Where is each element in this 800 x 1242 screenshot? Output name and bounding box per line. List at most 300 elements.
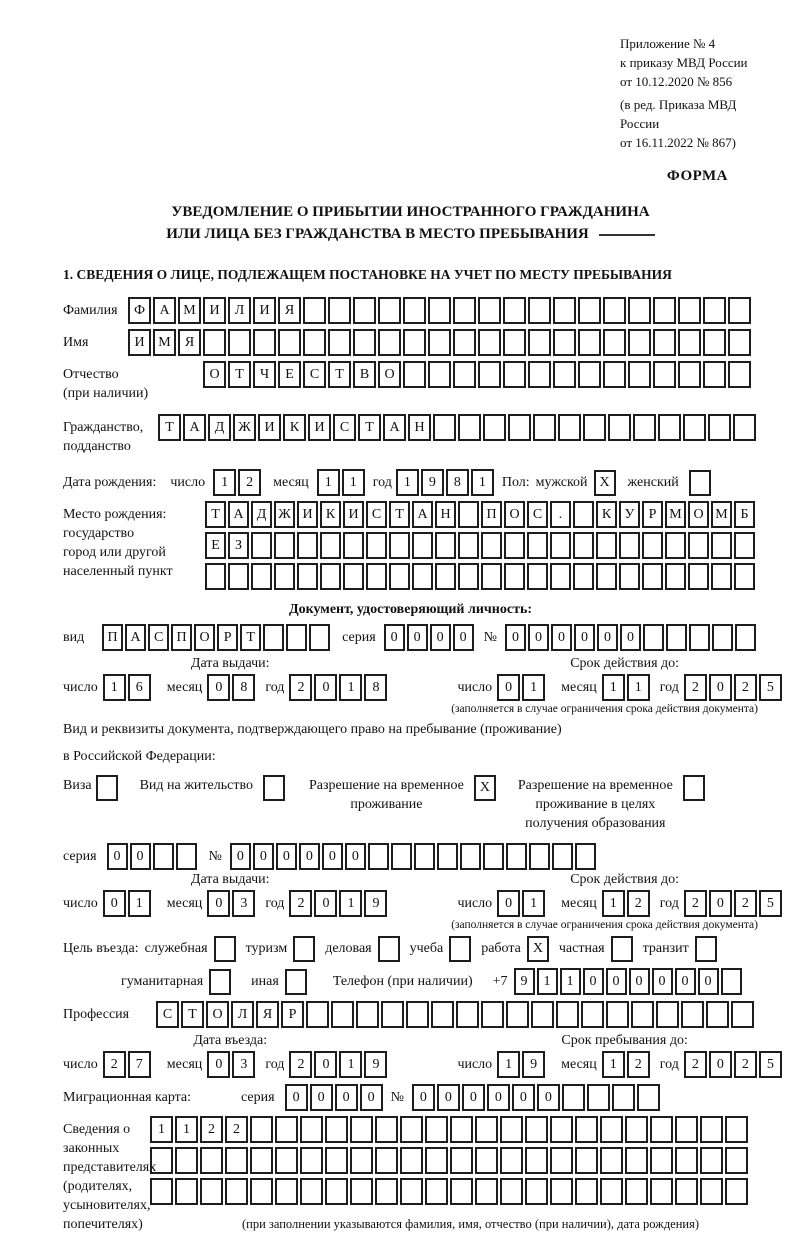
cell[interactable]: 1 <box>471 469 494 496</box>
cell[interactable]: 1 <box>602 1051 625 1078</box>
cell[interactable]: И <box>258 414 281 441</box>
cell[interactable]: 0 <box>130 843 151 870</box>
purpose-business-checkbox[interactable] <box>378 936 400 962</box>
valid-year-cells[interactable] <box>684 674 784 701</box>
cell[interactable]: Т <box>228 361 251 388</box>
cell[interactable] <box>175 1178 198 1205</box>
cell[interactable] <box>350 1116 373 1143</box>
cell[interactable] <box>575 1116 598 1143</box>
sex-male-checkbox[interactable]: X <box>594 470 616 496</box>
phone-cells[interactable] <box>514 968 744 995</box>
cell[interactable] <box>721 968 742 995</box>
cell[interactable] <box>650 1147 673 1174</box>
cell[interactable]: Я <box>278 297 301 324</box>
cell[interactable] <box>356 1001 379 1028</box>
cell[interactable]: С <box>148 624 169 651</box>
cell[interactable] <box>550 563 571 590</box>
cell[interactable]: 0 <box>314 890 337 917</box>
cell[interactable]: 0 <box>430 624 451 651</box>
birth-month-cells[interactable] <box>317 469 367 496</box>
cell[interactable]: 2 <box>734 674 757 701</box>
cell[interactable] <box>458 563 479 590</box>
cell[interactable]: М <box>153 329 176 356</box>
cell[interactable] <box>689 624 710 651</box>
cell[interactable]: 0 <box>497 674 520 701</box>
cell[interactable] <box>500 1178 523 1205</box>
sex-female-checkbox[interactable] <box>689 470 711 496</box>
cell[interactable]: 1 <box>317 469 340 496</box>
cell[interactable] <box>458 532 479 559</box>
cell[interactable] <box>625 1116 648 1143</box>
cell[interactable]: 0 <box>335 1084 358 1111</box>
cell[interactable] <box>703 329 726 356</box>
cell[interactable]: 0 <box>505 624 526 651</box>
cell[interactable] <box>153 843 174 870</box>
cell[interactable] <box>450 1178 473 1205</box>
cell[interactable] <box>275 1147 298 1174</box>
cell[interactable] <box>353 329 376 356</box>
cell[interactable] <box>478 361 501 388</box>
cell[interactable]: П <box>481 501 502 528</box>
cell[interactable] <box>176 843 197 870</box>
cell[interactable] <box>274 563 295 590</box>
cell[interactable] <box>625 1178 648 1205</box>
cell[interactable]: 1 <box>128 890 151 917</box>
cell[interactable] <box>481 1001 504 1028</box>
cell[interactable]: 9 <box>514 968 535 995</box>
cell[interactable] <box>350 1178 373 1205</box>
citizenship-cells[interactable] <box>158 414 758 441</box>
cell[interactable]: 1 <box>342 469 365 496</box>
cell[interactable] <box>435 563 456 590</box>
cell[interactable]: 0 <box>407 624 428 651</box>
purpose-private-checkbox[interactable] <box>611 936 633 962</box>
cell[interactable] <box>400 1178 423 1205</box>
doc-number-cells[interactable] <box>505 624 758 651</box>
residence-valid-year-cells[interactable] <box>684 890 784 917</box>
cell[interactable]: О <box>203 361 226 388</box>
cell[interactable]: 5 <box>759 674 782 701</box>
cell[interactable]: 0 <box>314 1051 337 1078</box>
cell[interactable] <box>433 414 456 441</box>
cell[interactable] <box>528 329 551 356</box>
cell[interactable]: И <box>253 297 276 324</box>
cell[interactable]: С <box>527 501 548 528</box>
cell[interactable] <box>678 361 701 388</box>
cell[interactable]: Д <box>251 501 272 528</box>
cell[interactable] <box>278 329 301 356</box>
cell[interactable] <box>251 563 272 590</box>
cell[interactable]: 0 <box>384 624 405 651</box>
cell[interactable]: 2 <box>238 469 261 496</box>
cell[interactable] <box>481 563 502 590</box>
cell[interactable] <box>533 414 556 441</box>
cell[interactable] <box>725 1147 748 1174</box>
cell[interactable] <box>575 843 596 870</box>
cell[interactable] <box>703 297 726 324</box>
residence-series-cells[interactable] <box>107 843 199 870</box>
cell[interactable] <box>366 532 387 559</box>
cell[interactable] <box>391 843 412 870</box>
cell[interactable]: 0 <box>629 968 650 995</box>
cell[interactable] <box>478 297 501 324</box>
cell[interactable] <box>666 624 687 651</box>
cell[interactable] <box>575 1147 598 1174</box>
cell[interactable] <box>528 361 551 388</box>
cell[interactable] <box>435 532 456 559</box>
cell[interactable] <box>425 1178 448 1205</box>
cell[interactable]: 0 <box>597 624 618 651</box>
cell[interactable] <box>653 297 676 324</box>
cell[interactable] <box>414 843 435 870</box>
cell[interactable] <box>735 624 756 651</box>
purpose-work-checkbox[interactable]: X <box>527 936 549 962</box>
residence-issue-month-cells[interactable] <box>207 890 257 917</box>
cell[interactable]: 2 <box>289 1051 312 1078</box>
cell[interactable] <box>483 414 506 441</box>
cell[interactable]: 8 <box>232 674 255 701</box>
cell[interactable] <box>303 297 326 324</box>
cell[interactable]: 0 <box>299 843 320 870</box>
cell[interactable]: 8 <box>446 469 469 496</box>
purpose-other-checkbox[interactable] <box>285 969 307 995</box>
cell[interactable] <box>403 329 426 356</box>
cell[interactable]: 0 <box>583 968 604 995</box>
cell[interactable] <box>503 361 526 388</box>
residence-valid-day-cells[interactable] <box>497 890 547 917</box>
cell[interactable] <box>400 1147 423 1174</box>
cell[interactable] <box>406 1001 429 1028</box>
cell[interactable] <box>506 843 527 870</box>
cell[interactable] <box>675 1147 698 1174</box>
cell[interactable]: И <box>203 297 226 324</box>
cell[interactable]: М <box>178 297 201 324</box>
cell[interactable] <box>250 1178 273 1205</box>
cell[interactable] <box>503 297 526 324</box>
cell[interactable] <box>353 297 376 324</box>
cell[interactable]: 1 <box>213 469 236 496</box>
issue-day-cells[interactable] <box>103 674 153 701</box>
cell[interactable] <box>625 1147 648 1174</box>
cell[interactable]: 0 <box>709 890 732 917</box>
residence-valid-month-cells[interactable] <box>602 890 652 917</box>
cell[interactable] <box>378 297 401 324</box>
cell[interactable] <box>587 1084 610 1111</box>
cell[interactable] <box>529 843 550 870</box>
cell[interactable] <box>656 1001 679 1028</box>
cell[interactable]: Н <box>435 501 456 528</box>
cell[interactable]: 0 <box>528 624 549 651</box>
cell[interactable] <box>481 532 502 559</box>
cell[interactable] <box>325 1116 348 1143</box>
cell[interactable]: 2 <box>289 674 312 701</box>
cell[interactable]: Л <box>231 1001 254 1028</box>
cell[interactable] <box>553 297 576 324</box>
cell[interactable] <box>633 414 656 441</box>
cell[interactable]: 0 <box>310 1084 333 1111</box>
cell[interactable]: 0 <box>537 1084 560 1111</box>
cell[interactable] <box>573 563 594 590</box>
cell[interactable] <box>368 843 389 870</box>
option-temp-residence-education-checkbox[interactable] <box>683 775 705 801</box>
cell[interactable] <box>731 1001 754 1028</box>
cell[interactable]: С <box>303 361 326 388</box>
cell[interactable] <box>200 1178 223 1205</box>
cell[interactable]: 1 <box>339 890 362 917</box>
cell[interactable]: 0 <box>462 1084 485 1111</box>
cell[interactable] <box>275 1116 298 1143</box>
cell[interactable]: У <box>619 501 640 528</box>
cell[interactable] <box>500 1147 523 1174</box>
cell[interactable] <box>504 563 525 590</box>
cell[interactable]: 0 <box>512 1084 535 1111</box>
cell[interactable]: 0 <box>107 843 128 870</box>
issue-year-cells[interactable] <box>289 674 389 701</box>
cell[interactable] <box>428 297 451 324</box>
cell[interactable]: 7 <box>128 1051 151 1078</box>
cell[interactable]: 1 <box>175 1116 198 1143</box>
cell[interactable] <box>643 624 664 651</box>
cell[interactable]: 2 <box>684 674 707 701</box>
cell[interactable] <box>325 1147 348 1174</box>
cell[interactable] <box>325 1178 348 1205</box>
cell[interactable]: Ж <box>274 501 295 528</box>
cell[interactable]: 2 <box>200 1116 223 1143</box>
cell[interactable]: Е <box>205 532 226 559</box>
cell[interactable]: И <box>128 329 151 356</box>
cell[interactable] <box>525 1147 548 1174</box>
cell[interactable] <box>504 532 525 559</box>
cell[interactable] <box>734 532 755 559</box>
cell[interactable] <box>700 1178 723 1205</box>
cell[interactable] <box>550 1116 573 1143</box>
entry-day-cells[interactable] <box>103 1051 153 1078</box>
cell[interactable] <box>450 1147 473 1174</box>
cell[interactable]: 3 <box>232 1051 255 1078</box>
cell[interactable] <box>562 1084 585 1111</box>
cell[interactable] <box>706 1001 729 1028</box>
cell[interactable] <box>228 329 251 356</box>
cell[interactable] <box>350 1147 373 1174</box>
cell[interactable] <box>550 532 571 559</box>
cell[interactable] <box>375 1178 398 1205</box>
cell[interactable] <box>175 1147 198 1174</box>
entry-year-cells[interactable] <box>289 1051 389 1078</box>
birth-place-cells-3[interactable] <box>205 563 757 590</box>
cell[interactable]: 0 <box>276 843 297 870</box>
cell[interactable] <box>703 361 726 388</box>
cell[interactable]: 1 <box>537 968 558 995</box>
cell[interactable]: К <box>283 414 306 441</box>
cell[interactable]: Д <box>208 414 231 441</box>
cell[interactable]: С <box>333 414 356 441</box>
cell[interactable] <box>650 1116 673 1143</box>
cell[interactable]: 0 <box>230 843 251 870</box>
cell[interactable] <box>642 563 663 590</box>
cell[interactable] <box>228 563 249 590</box>
cell[interactable]: 2 <box>225 1116 248 1143</box>
cell[interactable]: . <box>550 501 571 528</box>
birth-year-cells[interactable] <box>396 469 496 496</box>
cell[interactable]: И <box>343 501 364 528</box>
cell[interactable] <box>389 563 410 590</box>
cell[interactable] <box>578 361 601 388</box>
migration-series-cells[interactable] <box>285 1084 385 1111</box>
cell[interactable]: 0 <box>207 890 230 917</box>
cell[interactable]: 0 <box>412 1084 435 1111</box>
cell[interactable]: 6 <box>128 674 151 701</box>
cell[interactable] <box>297 563 318 590</box>
cell[interactable] <box>553 361 576 388</box>
residence-issue-day-cells[interactable] <box>103 890 153 917</box>
cell[interactable] <box>712 624 733 651</box>
cell[interactable]: 0 <box>453 624 474 651</box>
surname-cells[interactable] <box>128 297 753 324</box>
cell[interactable] <box>708 414 731 441</box>
cell[interactable] <box>205 563 226 590</box>
cell[interactable] <box>331 1001 354 1028</box>
cell[interactable]: 2 <box>103 1051 126 1078</box>
cell[interactable] <box>728 297 751 324</box>
cell[interactable] <box>552 843 573 870</box>
residence-issue-year-cells[interactable] <box>289 890 389 917</box>
cell[interactable]: 0 <box>487 1084 510 1111</box>
cell[interactable]: Н <box>408 414 431 441</box>
cell[interactable] <box>320 563 341 590</box>
cell[interactable] <box>733 414 756 441</box>
cell[interactable]: 5 <box>759 1051 782 1078</box>
cell[interactable] <box>275 1178 298 1205</box>
purpose-transit-checkbox[interactable] <box>695 936 717 962</box>
cell[interactable]: Т <box>328 361 351 388</box>
cell[interactable] <box>200 1147 223 1174</box>
cell[interactable] <box>678 329 701 356</box>
cell[interactable]: К <box>320 501 341 528</box>
cell[interactable] <box>306 1001 329 1028</box>
cell[interactable] <box>253 329 276 356</box>
cell[interactable] <box>650 1178 673 1205</box>
cell[interactable]: О <box>688 501 709 528</box>
cell[interactable]: 0 <box>652 968 673 995</box>
cell[interactable] <box>400 1116 423 1143</box>
cell[interactable] <box>500 1116 523 1143</box>
cell[interactable]: 3 <box>232 890 255 917</box>
cell[interactable] <box>527 532 548 559</box>
cell[interactable]: 1 <box>339 674 362 701</box>
purpose-humanitarian-checkbox[interactable] <box>209 969 231 995</box>
patronymic-cells[interactable] <box>203 361 753 388</box>
cell[interactable] <box>665 563 686 590</box>
cell[interactable] <box>263 624 284 651</box>
cell[interactable]: М <box>665 501 686 528</box>
cell[interactable]: К <box>596 501 617 528</box>
cell[interactable] <box>475 1178 498 1205</box>
representatives-cells-1[interactable] <box>150 1116 750 1143</box>
residence-number-cells[interactable] <box>230 843 598 870</box>
cell[interactable]: 2 <box>684 1051 707 1078</box>
cell[interactable] <box>688 532 709 559</box>
cell[interactable] <box>483 843 504 870</box>
cell[interactable] <box>460 843 481 870</box>
cell[interactable]: 0 <box>345 843 366 870</box>
cell[interactable] <box>550 1178 573 1205</box>
stay-year-cells[interactable] <box>684 1051 784 1078</box>
cell[interactable] <box>450 1116 473 1143</box>
doc-series-cells[interactable] <box>384 624 476 651</box>
cell[interactable] <box>478 329 501 356</box>
cell[interactable] <box>251 532 272 559</box>
cell[interactable]: Я <box>178 329 201 356</box>
cell[interactable]: 9 <box>364 890 387 917</box>
cell[interactable] <box>596 563 617 590</box>
cell[interactable]: Т <box>240 624 261 651</box>
cell[interactable] <box>328 329 351 356</box>
cell[interactable]: О <box>206 1001 229 1028</box>
cell[interactable]: 0 <box>698 968 719 995</box>
cell[interactable] <box>428 329 451 356</box>
cell[interactable] <box>425 1147 448 1174</box>
cell[interactable]: С <box>366 501 387 528</box>
cell[interactable]: Е <box>278 361 301 388</box>
cell[interactable]: 0 <box>675 968 696 995</box>
cell[interactable] <box>437 843 458 870</box>
cell[interactable]: И <box>297 501 318 528</box>
cell[interactable] <box>525 1116 548 1143</box>
cell[interactable] <box>581 1001 604 1028</box>
cell[interactable] <box>734 563 755 590</box>
cell[interactable]: Т <box>389 501 410 528</box>
cell[interactable] <box>603 329 626 356</box>
cell[interactable] <box>596 532 617 559</box>
cell[interactable]: Т <box>158 414 181 441</box>
cell[interactable]: 9 <box>421 469 444 496</box>
representatives-cells-2[interactable] <box>150 1147 750 1174</box>
cell[interactable] <box>506 1001 529 1028</box>
profession-cells[interactable] <box>156 1001 756 1028</box>
cell[interactable] <box>431 1001 454 1028</box>
cell[interactable] <box>453 297 476 324</box>
cell[interactable]: 1 <box>103 674 126 701</box>
cell[interactable] <box>300 1116 323 1143</box>
cell[interactable]: 9 <box>522 1051 545 1078</box>
valid-month-cells[interactable] <box>602 674 652 701</box>
cell[interactable] <box>428 361 451 388</box>
cell[interactable]: Р <box>217 624 238 651</box>
valid-day-cells[interactable] <box>497 674 547 701</box>
cell[interactable] <box>600 1147 623 1174</box>
cell[interactable] <box>683 414 706 441</box>
cell[interactable] <box>250 1116 273 1143</box>
cell[interactable]: О <box>504 501 525 528</box>
cell[interactable] <box>458 501 479 528</box>
cell[interactable] <box>688 563 709 590</box>
cell[interactable] <box>303 329 326 356</box>
cell[interactable]: 0 <box>360 1084 383 1111</box>
cell[interactable] <box>297 532 318 559</box>
cell[interactable]: Л <box>228 297 251 324</box>
issue-month-cells[interactable] <box>207 674 257 701</box>
cell[interactable] <box>653 361 676 388</box>
cell[interactable] <box>527 563 548 590</box>
cell[interactable]: 0 <box>207 1051 230 1078</box>
cell[interactable]: 1 <box>627 674 650 701</box>
cell[interactable]: 0 <box>253 843 274 870</box>
cell[interactable]: 1 <box>339 1051 362 1078</box>
option-visa-checkbox[interactable] <box>96 775 118 801</box>
cell[interactable]: Т <box>358 414 381 441</box>
cell[interactable]: 2 <box>627 890 650 917</box>
cell[interactable]: 1 <box>522 890 545 917</box>
